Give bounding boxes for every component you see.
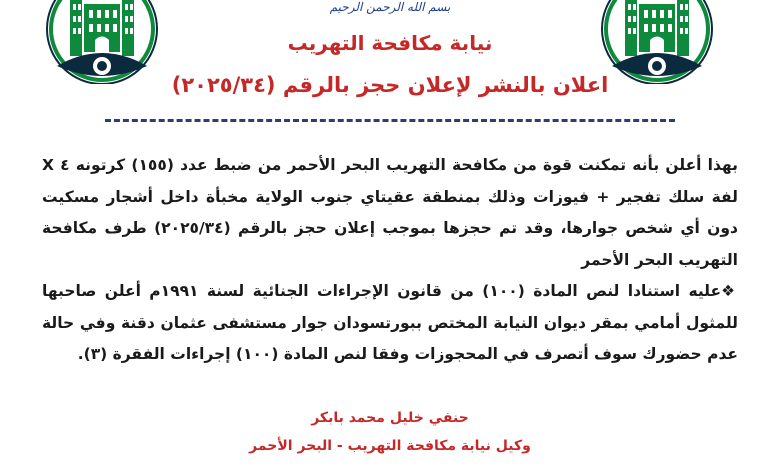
agency-name: نيابة مكافحة التهريب	[287, 31, 493, 55]
signatory-role: وكيل نيابة مكافحة التهريب - البحر الأحمر	[249, 438, 531, 454]
diamond-bullet-icon: ❖	[721, 282, 738, 300]
signatory-name: حنفي خليل محمد بابكر	[311, 410, 469, 426]
body-paragraph-2	[42, 276, 738, 371]
announcement-title	[170, 73, 610, 97]
announcement-ref-number: (٢٠٢٥/٣٤)	[171, 73, 276, 97]
prosecution-emblem-right	[598, 0, 716, 84]
body-paragraph-1: بهذا أعلن بأنه تمكنت قوة من مكافحة التهريب البحر الأحمر من ضبط عدد (١٥٥) كرتونه ٤ X لفة سلك تفجير + فيوزات وذلك بمنطقة عقيتاي جنوب الولاية مخبأة داخل أشجار مسكيت دون أي شخص جوارها، وقد تم حجزها بموجب إعلان حجز بالرقم (٢٠٢٥/٣٤) طرف مكافحة التهريب البحر الأحمر	[42, 156, 738, 269]
body-paragraph-2-text: عليه استنادا لنص المادة (١٠٠) من قانون الإجراءات الجنائية لسنة ١٩٩١م أعلن صاحبها للمثول أمامي بمقر ديوان النيابة المختص ببورتسودان جوار مستشفى عثمان دقنة وفي حالة عدم حضورك سوف أتصرف في المحجوزات وفقا لنص المادة (١٠٠) إجراءات الفقرة (٣).	[42, 282, 738, 363]
basmala: بسم الله الرحمن الرحيم	[329, 0, 451, 14]
dashed-divider	[105, 119, 675, 122]
announcement-body	[42, 150, 738, 371]
prosecution-emblem-left	[43, 0, 161, 84]
announcement-title-text: اعلان بالنشر لإعلان حجز بالرقم	[282, 73, 609, 97]
signature-block	[240, 404, 540, 460]
